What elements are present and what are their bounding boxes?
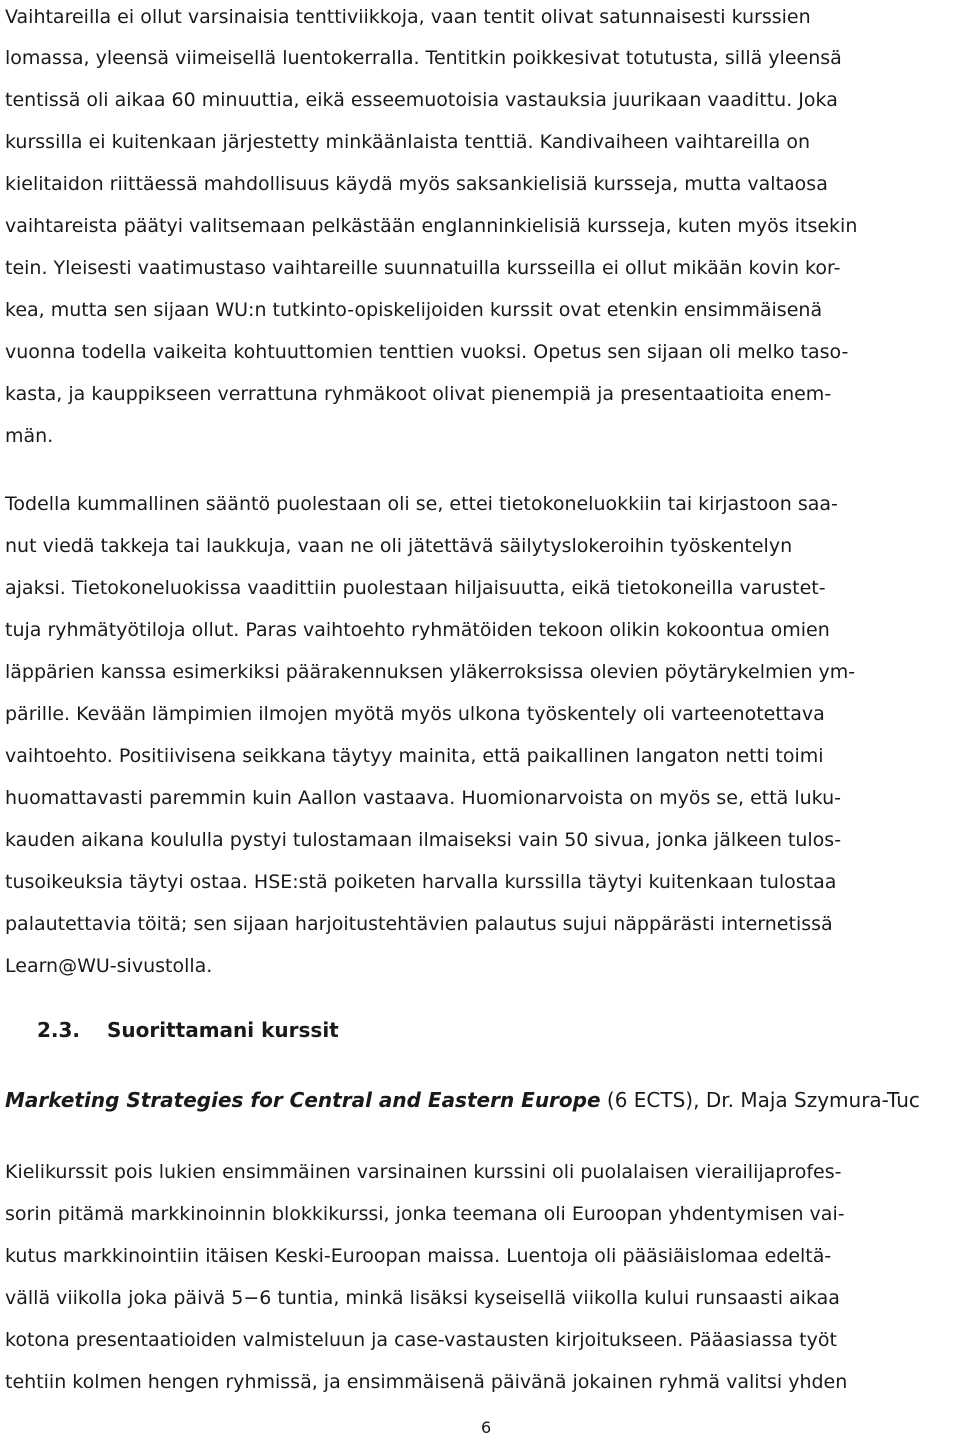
text-line: kea, mutta sen sijaan WU:n tutkinto-opiskelijoiden kurssit ovat etenkin ensimmäisenä	[5, 299, 823, 321]
course-title: Marketing Strategies for Central and Eastern Europe	[5, 1088, 601, 1112]
course-details: (6 ECTS), Dr. Maja Szymura-Tuc	[600, 1088, 920, 1112]
text-line: ajaksi. Tietokoneluokissa vaadittiin puolestaan hiljaisuutta, eikä tietokoneilla varustet-	[5, 577, 826, 599]
text-line: vaihtoehto. Positiivisena seikkana täytyy mainita, että paikallinen langaton netti toimi	[5, 745, 824, 767]
text-line: Kielikurssit pois lukien ensimmäinen varsinainen kurssini oli puolalaisen vierailijaprofes-	[5, 1161, 842, 1183]
text-line: pärille. Kevään lämpimien ilmojen myötä myös ulkona työskentely oli varteenotettava	[5, 703, 825, 725]
text-line: vuonna todella vaikeita kohtuuttomien tenttien vuoksi. Opetus sen sijaan oli melko taso-	[5, 341, 849, 363]
section-number: 2.3.	[37, 1018, 81, 1042]
document-page	[5, 0, 957, 1440]
text-line: tusoikeuksia täytyi ostaa. HSE:stä poiketen harvalla kurssilla täytyi kuitenkaan tulostaa	[5, 871, 837, 893]
section-heading	[5, 1017, 339, 1043]
text-line: nut viedä takkeja tai laukkuja, vaan ne oli jätettävä säilytyslokeroihin työskentelyn	[5, 535, 793, 557]
text-line: läppärien kanssa esimerkiksi päärakennuksen yläkerroksissa olevien pöytärykelmien ym-	[5, 661, 856, 683]
text-line: huomattavasti paremmin kuin Aallon vastaava. Huomionarvoista on myös se, että luku-	[5, 787, 841, 809]
text-line: tehtiin kolmen hengen ryhmissä, ja ensimmäisenä päivänä jokainen ryhmä valitsi yhden	[5, 1371, 848, 1393]
text-line: Todella kummallinen sääntö puolestaan oli se, ettei tietokoneluokkiin tai kirjastoon saa-	[5, 493, 838, 515]
text-line: vaihtareista päätyi valitsemaan pelkästään englanninkielisiä kursseja, kuten myös itsekin	[5, 215, 858, 237]
text-line: Learn@WU-sivustolla.	[5, 955, 213, 977]
text-line: kurssilla ei kuitenkaan järjestetty minkäänlaista tenttiä. Kandivaiheen vaihtareilla on	[5, 131, 811, 153]
page-number: 6	[481, 1418, 492, 1437]
text-line: Vaihtareilla ei ollut varsinaisia tenttiviikkoja, vaan tentit olivat satunnaisesti kurssien	[5, 6, 811, 28]
text-line: sorin pitämä markkinoinnin blokkikurssi, jonka teemana oli Euroopan yhdentymisen vai-	[5, 1203, 845, 1225]
text-line: män.	[5, 425, 54, 447]
text-line: tuja ryhmätyötiloja ollut. Paras vaihtoehto ryhmätöiden tekoon olikin kokoontua omien	[5, 619, 830, 641]
text-line: tentissä oli aikaa 60 minuuttia, eikä esseemuotoisia vastauksia juurikaan vaadittu. Joka	[5, 89, 838, 111]
text-line: kasta, ja kauppikseen verrattuna ryhmäkoot olivat pienempiä ja presentaatioita enem-	[5, 383, 832, 405]
text-line: vällä viikolla joka päivä 5−6 tuntia, minkä lisäksi kyseisellä viikolla kului runsaasti aikaa	[5, 1287, 840, 1309]
text-line: kotona presentaatioiden valmisteluun ja case-vastausten kirjoitukseen. Pääasiassa työt	[5, 1329, 837, 1351]
text-line: kielitaidon riittäessä mahdollisuus käydä myös saksankielisiä kursseja, mutta valtaosa	[5, 173, 828, 195]
text-line: kutus markkinointiin itäisen Keski-Euroopan maissa. Luentoja oli pääsiäislomaa edeltä-	[5, 1245, 832, 1267]
section-title: Suorittamani kurssit	[107, 1018, 339, 1042]
text-line: tein. Yleisesti vaatimustaso vaihtareille suunnatuilla kursseilla ei ollut mikään kovin kor-	[5, 257, 841, 279]
text-line: lomassa, yleensä viimeisellä luentokerralla. Tentitkin poikkesivat totutusta, sillä yleensä	[5, 47, 842, 69]
course-heading	[5, 1087, 920, 1113]
text-line: palautettavia töitä; sen sijaan harjoitustehtävien palautus sujui näppärästi internetissä	[5, 913, 833, 935]
text-line: kauden aikana koululla pystyi tulostamaan ilmaiseksi vain 50 sivua, jonka jälkeen tulos-	[5, 829, 842, 851]
